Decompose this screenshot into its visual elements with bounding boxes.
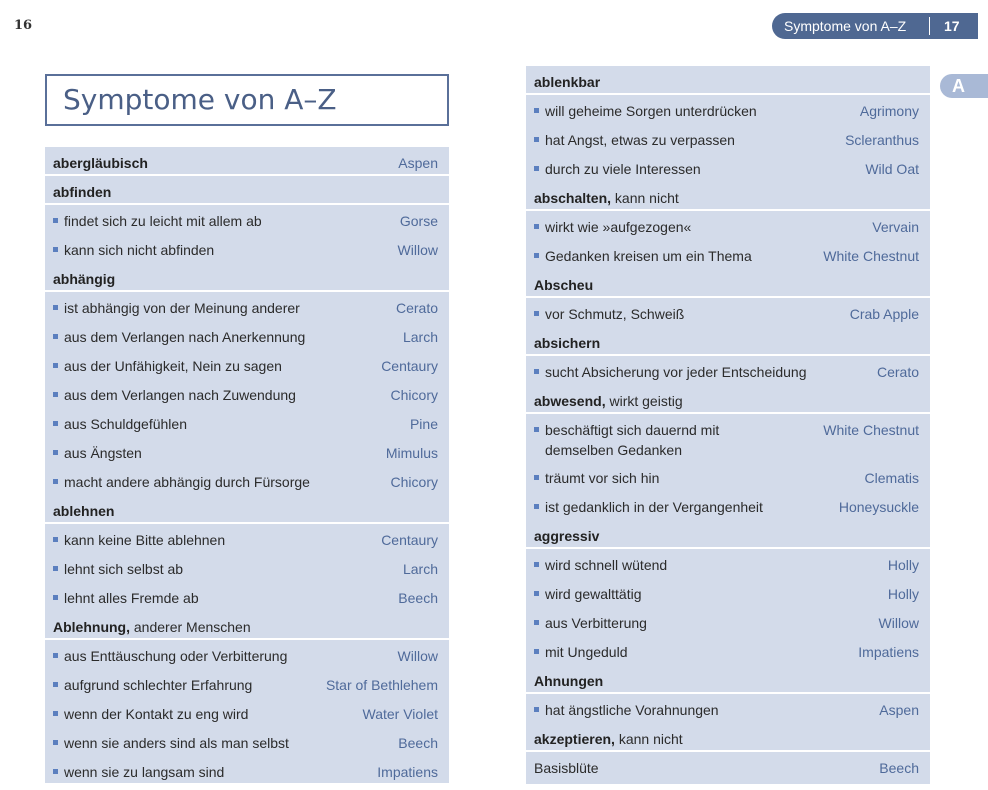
square-bullet-icon <box>53 479 58 484</box>
symptom-entry-row <box>526 153 930 182</box>
square-bullet-icon <box>53 711 58 716</box>
remedy-name: Pine <box>409 416 438 432</box>
row-label <box>534 700 879 720</box>
square-bullet-icon <box>534 649 539 654</box>
square-bullet-icon <box>534 591 539 596</box>
square-bullet-icon <box>534 504 539 509</box>
symptom-term: abwesend, <box>534 393 606 409</box>
symptom-qualifier: kann nicht <box>611 190 679 206</box>
remedy-name: Willow <box>878 615 919 631</box>
remedy-name: Willow <box>397 648 438 664</box>
entry-text: ist gedanklich in der Vergangenheit <box>545 499 763 515</box>
remedy-name: Water Violet <box>362 706 438 722</box>
square-bullet-icon <box>534 166 539 171</box>
symptom-term: abhängig <box>53 271 116 287</box>
row-label <box>53 356 381 376</box>
square-bullet-icon <box>53 247 58 252</box>
symptom-entry-row <box>526 491 930 520</box>
square-bullet-icon <box>534 253 539 258</box>
row-label <box>534 159 865 179</box>
symptom-heading-row <box>45 263 449 292</box>
square-bullet-icon <box>53 218 58 223</box>
row-label <box>53 646 398 666</box>
entry-text: aufgrund schlechter Erfahrung <box>64 677 253 693</box>
row-label <box>53 211 400 231</box>
entry-text: mit Ungeduld <box>545 644 628 660</box>
symptom-term: ablehnen <box>53 503 115 519</box>
row-label <box>53 704 363 724</box>
entry-text: vor Schmutz, Schweiß <box>545 306 685 322</box>
symptom-term: ablenkbar <box>534 74 601 90</box>
row-label <box>53 153 398 173</box>
remedy-name: Star of Bethlehem <box>325 677 438 693</box>
entry-text: wenn der Kontakt zu eng wird <box>64 706 249 722</box>
remedy-name: Beech <box>398 590 438 606</box>
remedy-name: Agrimony <box>859 103 919 119</box>
symptom-heading-row <box>526 723 930 752</box>
entry-text-continued: demselben Gedanken <box>545 442 682 458</box>
square-bullet-icon <box>534 369 539 374</box>
entry-text: wird gewalttätig <box>545 586 642 602</box>
entry-text: lehnt alles Fremde ab <box>64 590 199 606</box>
symptom-entry-row <box>526 240 930 269</box>
entry-text: träumt vor sich hin <box>545 470 660 486</box>
symptom-term: Ablehnung, <box>53 619 130 635</box>
square-bullet-icon <box>53 682 58 687</box>
remedy-name: Scleranthus <box>845 132 919 148</box>
row-label <box>534 391 919 411</box>
square-bullet-icon <box>53 421 58 426</box>
square-bullet-icon <box>534 562 539 567</box>
symptom-heading-row <box>45 611 449 640</box>
symptom-heading-row <box>526 665 930 694</box>
symptom-entry-row <box>45 205 449 234</box>
row-label <box>534 275 919 295</box>
symptom-term: aggressiv <box>534 528 600 544</box>
entry-text: wenn sie anders sind als man selbst <box>64 735 289 751</box>
symptom-term: abergläubisch <box>53 155 148 171</box>
entry-text: hat Angst, etwas zu verpassen <box>545 132 735 148</box>
entry-text: aus Enttäuschung oder Verbitterung <box>64 648 288 664</box>
remedy-name: Chicory <box>390 474 438 490</box>
symptom-heading-row <box>526 182 930 211</box>
symptom-entry-row <box>45 437 449 466</box>
symptom-table-left <box>45 147 449 783</box>
symptom-entry-row <box>526 414 930 462</box>
row-label <box>53 414 410 434</box>
row-label <box>534 72 919 92</box>
row-label <box>53 559 403 579</box>
symptom-heading-row <box>526 520 930 549</box>
row-label <box>534 333 919 353</box>
square-bullet-icon <box>53 537 58 542</box>
symptom-entry-row <box>45 292 449 321</box>
row-label <box>53 733 398 753</box>
symptom-heading-row <box>45 495 449 524</box>
row-label <box>53 762 377 782</box>
square-bullet-icon <box>53 334 58 339</box>
remedy-name: Centaury <box>381 358 438 374</box>
square-bullet-icon <box>53 769 58 774</box>
row-label <box>534 188 919 208</box>
remedy-name: Cerato <box>395 300 438 316</box>
symptom-entry-row <box>45 234 449 263</box>
square-bullet-icon <box>53 363 58 368</box>
entry-text: will geheime Sorgen unterdrücken <box>545 103 757 119</box>
square-bullet-icon <box>53 740 58 745</box>
symptom-entry-row <box>526 607 930 636</box>
square-bullet-icon <box>53 305 58 310</box>
symptom-entry-row <box>526 752 930 781</box>
remedy-name: Impatiens <box>377 764 438 780</box>
section-title: Symptome von A–Z <box>45 74 449 126</box>
symptom-entry-row <box>526 578 930 607</box>
symptom-term: akzeptieren, <box>534 731 615 747</box>
row-label <box>534 420 823 460</box>
symptom-entry-row <box>45 321 449 350</box>
right-page-number: 17 <box>944 18 960 34</box>
entry-text: durch zu viele Interessen <box>545 161 701 177</box>
entry-text: beschäftigt sich dauernd mit <box>545 422 720 438</box>
remedy-name: Honeysuckle <box>838 499 919 515</box>
square-bullet-icon <box>53 566 58 571</box>
symptom-heading-row <box>526 385 930 414</box>
entry-text: aus Verbitterung <box>545 615 647 631</box>
symptom-term: Abscheu <box>534 277 594 293</box>
remedy-name: Wild Oat <box>865 161 919 177</box>
remedy-name: Beech <box>879 760 919 776</box>
symptom-entry-row <box>45 582 449 611</box>
row-label <box>534 613 879 633</box>
remedy-name: Willow <box>397 242 438 258</box>
entry-text: findet sich zu leicht mit allem ab <box>64 213 262 229</box>
entry-text: wirkt wie »aufgezogen« <box>545 219 692 235</box>
remedy-name: Aspen <box>398 155 438 171</box>
symptom-entry-row <box>45 553 449 582</box>
symptom-entry-row <box>45 466 449 495</box>
symptom-term: abfinden <box>53 184 112 200</box>
remedy-name: Crab Apple <box>849 306 919 322</box>
symptom-heading-row <box>526 327 930 356</box>
symptom-heading-row <box>526 269 930 298</box>
entry-text: aus dem Verlangen nach Anerkennung <box>64 329 306 345</box>
symptom-heading-row <box>526 66 930 95</box>
entry-text: aus der Unfähigkeit, Nein zu sagen <box>64 358 282 374</box>
remedy-name: Aspen <box>879 702 919 718</box>
symptom-entry-row <box>45 408 449 437</box>
square-bullet-icon <box>534 620 539 625</box>
header-title: Symptome von A–Z <box>784 18 907 34</box>
remedy-name: Larch <box>402 329 438 345</box>
square-bullet-icon <box>53 595 58 600</box>
row-label <box>534 758 879 778</box>
row-label <box>53 240 398 260</box>
symptom-entry-row <box>526 211 930 240</box>
symptom-entry-row <box>45 640 449 669</box>
remedy-name: Vervain <box>872 219 919 235</box>
symptom-entry-row <box>526 462 930 491</box>
symptom-entry-row <box>45 669 449 698</box>
remedy-name: Holly <box>887 586 919 602</box>
row-label <box>53 588 398 608</box>
entry-text: aus Ängsten <box>64 445 142 461</box>
remedy-name: Mimulus <box>385 445 438 461</box>
remedy-name: Chicory <box>390 387 438 403</box>
square-bullet-icon <box>534 108 539 113</box>
symptom-term: abschalten, <box>534 190 612 206</box>
symptom-qualifier: anderer Menschen <box>130 619 251 635</box>
row-label <box>534 130 845 150</box>
entry-text: kann keine Bitte ablehnen <box>64 532 226 548</box>
row-label <box>53 443 386 463</box>
remedy-name: Clematis <box>864 470 919 486</box>
square-bullet-icon <box>534 311 539 316</box>
square-bullet-icon <box>53 392 58 397</box>
row-label <box>534 246 823 266</box>
symptom-entry-row <box>526 124 930 153</box>
remedy-name: Centaury <box>381 532 438 548</box>
header-divider <box>929 17 930 35</box>
row-label <box>534 584 888 604</box>
square-bullet-icon <box>534 475 539 480</box>
entry-text: hat ängstliche Vorahnungen <box>545 702 719 718</box>
symptom-entry-row <box>526 549 930 578</box>
symptom-qualifier: kann nicht <box>614 731 683 747</box>
entry-text: Basisblüte <box>534 760 599 776</box>
entry-text: wird schnell wütend <box>545 557 668 573</box>
remedy-name: Larch <box>402 561 438 577</box>
symptom-entry-row <box>45 350 449 379</box>
letter-index-tab: A <box>940 74 988 98</box>
entry-text: Gedanken kreisen um ein Thema <box>545 248 752 264</box>
row-label <box>53 269 438 289</box>
symptom-term: Ahnungen <box>534 673 604 689</box>
row-label <box>53 298 396 318</box>
row-label <box>534 642 858 662</box>
entry-text: macht andere abhängig durch Fürsorge <box>64 474 310 490</box>
row-label <box>53 530 381 550</box>
symptom-entry-row <box>526 95 930 124</box>
remedy-name: Beech <box>398 735 438 751</box>
symptom-heading-row <box>45 176 449 205</box>
symptom-table-right <box>526 66 930 784</box>
symptom-qualifier: wirkt geistig <box>605 393 683 409</box>
symptom-entry-row <box>526 694 930 723</box>
entry-text: ist abhängig von der Meinung anderer <box>64 300 300 316</box>
row-label <box>534 217 872 237</box>
row-label <box>534 497 839 517</box>
row-label <box>534 362 877 382</box>
left-page-number: 16 <box>14 18 33 33</box>
entry-text: aus Schuldgefühlen <box>64 416 187 432</box>
symptom-term: absichern <box>534 335 601 351</box>
entry-text: wenn sie zu langsam sind <box>64 764 225 780</box>
row-label <box>53 327 403 347</box>
entry-text: sucht Absicherung vor jeder Entscheidung <box>545 364 807 380</box>
symptom-entry-row <box>45 727 449 756</box>
symptom-entry-row <box>45 756 449 785</box>
entry-text: aus dem Verlangen nach Zuwendung <box>64 387 296 403</box>
row-label <box>53 617 438 637</box>
entry-text: kann sich nicht abfinden <box>64 242 215 258</box>
remedy-name: Impatiens <box>858 644 919 660</box>
square-bullet-icon <box>53 450 58 455</box>
square-bullet-icon <box>534 707 539 712</box>
row-label <box>53 385 391 405</box>
row-label <box>534 555 888 575</box>
symptom-entry-row <box>526 298 930 327</box>
symptom-entry-row <box>45 379 449 408</box>
square-bullet-icon <box>534 137 539 142</box>
remedy-name: Cerato <box>876 364 919 380</box>
row-label <box>53 472 391 492</box>
remedy-name: Gorse <box>399 213 438 229</box>
row-label <box>534 671 919 691</box>
row-label <box>53 182 438 202</box>
row-label <box>53 501 438 521</box>
remedy-name: White Chestnut <box>823 248 919 264</box>
symptom-entry-row <box>526 356 930 385</box>
entry-text: lehnt sich selbst ab <box>64 561 184 577</box>
row-label <box>534 101 860 121</box>
square-bullet-icon <box>534 427 539 432</box>
row-label <box>534 729 919 749</box>
symptom-entry-row <box>45 524 449 553</box>
row-label <box>534 468 865 488</box>
row-label <box>53 675 326 695</box>
running-header <box>772 13 978 39</box>
row-label <box>534 526 919 546</box>
symptom-entry-row <box>45 698 449 727</box>
symptom-entry-row <box>526 636 930 665</box>
remedy-name: White Chestnut <box>823 422 919 438</box>
row-label <box>534 304 850 324</box>
remedy-name: Holly <box>887 557 919 573</box>
square-bullet-icon <box>534 224 539 229</box>
square-bullet-icon <box>53 653 58 658</box>
symptom-heading-row <box>45 147 449 176</box>
